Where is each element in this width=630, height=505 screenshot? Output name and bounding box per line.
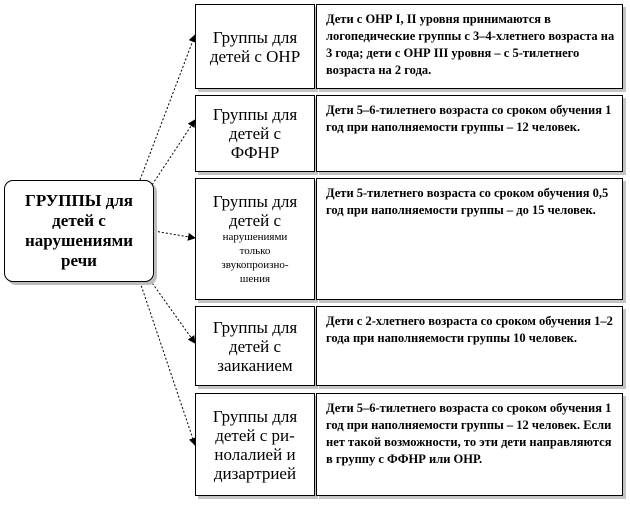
description-ffnr: Дети 5–6-тилетнего возраста со сроком обучения 1 год при наполняемости группы – 12 человек.: [316, 95, 623, 172]
category-small-line: шения: [239, 273, 271, 285]
category-line: Группы для: [212, 406, 298, 426]
root-label-line: детей с: [52, 211, 106, 230]
category-line: Группы для: [212, 317, 298, 337]
description-onr: Дети с ОНР I, II уровня принимаются в логопедические группы с 3–4-хлетнего возраста на 3 года; дети с ОНР III уровня – с 5-тилетнего возраста на 2 года.: [316, 4, 623, 89]
description-stuttering: Дети с 2-хлетнего возраста со сроком обучения 1–2 года при наполняемости группы 10 человек.: [316, 306, 623, 386]
category-rhinolalia-dysarthria: [195, 393, 315, 496]
category-ffnr: [195, 95, 315, 172]
category-line: ФФНР: [230, 143, 280, 162]
category-line: Группы для: [212, 105, 298, 124]
category-sound-pronunciation: [195, 178, 315, 300]
arrow-to-stutter: [150, 280, 195, 343]
category-line: заиканием: [217, 355, 293, 375]
description-rhinolalia-dysarthria: Дети 5–6-тилетнего возраста со сроком обучения 1 год при наполняемости группы – 12 человек. Если нет такой возможности, то эти дети направляются в группу с ФФНР или ОНР.: [316, 393, 623, 496]
category-stuttering: [195, 306, 315, 386]
category-line: Группы для: [212, 192, 298, 211]
arrow-to-sound: [154, 231, 195, 238]
root-label-line: нарушениями: [24, 231, 134, 250]
category-small-line: звукопроизно-: [221, 259, 289, 271]
category-onr: [195, 4, 315, 89]
description-sound-pronunciation: Дети 5-тилетнего возраста со сроком обучения 0,5 год при наполняемости группы – до 15 человек.: [316, 178, 623, 300]
category-line: детей с ри-: [215, 425, 295, 445]
category-line: детей с: [228, 336, 282, 356]
root-label-line: речи: [61, 251, 97, 270]
category-line: детей с: [228, 124, 282, 143]
category-line: детей с: [228, 211, 282, 230]
category-small-line: только: [239, 245, 271, 257]
category-line: детей с ОНР: [209, 46, 301, 66]
category-small-line: нарушениями: [222, 231, 288, 243]
category-line: нолалией и: [214, 444, 296, 464]
category-line: Группы для: [212, 27, 298, 47]
arrow-to-rhinolalia: [140, 282, 195, 445]
arrow-to-ffnr: [150, 120, 195, 188]
root-node: [4, 180, 154, 282]
arrow-to-onr: [140, 35, 195, 180]
category-line: дизартрией: [213, 463, 297, 483]
root-label-line: ГРУППЫ для: [25, 191, 133, 210]
